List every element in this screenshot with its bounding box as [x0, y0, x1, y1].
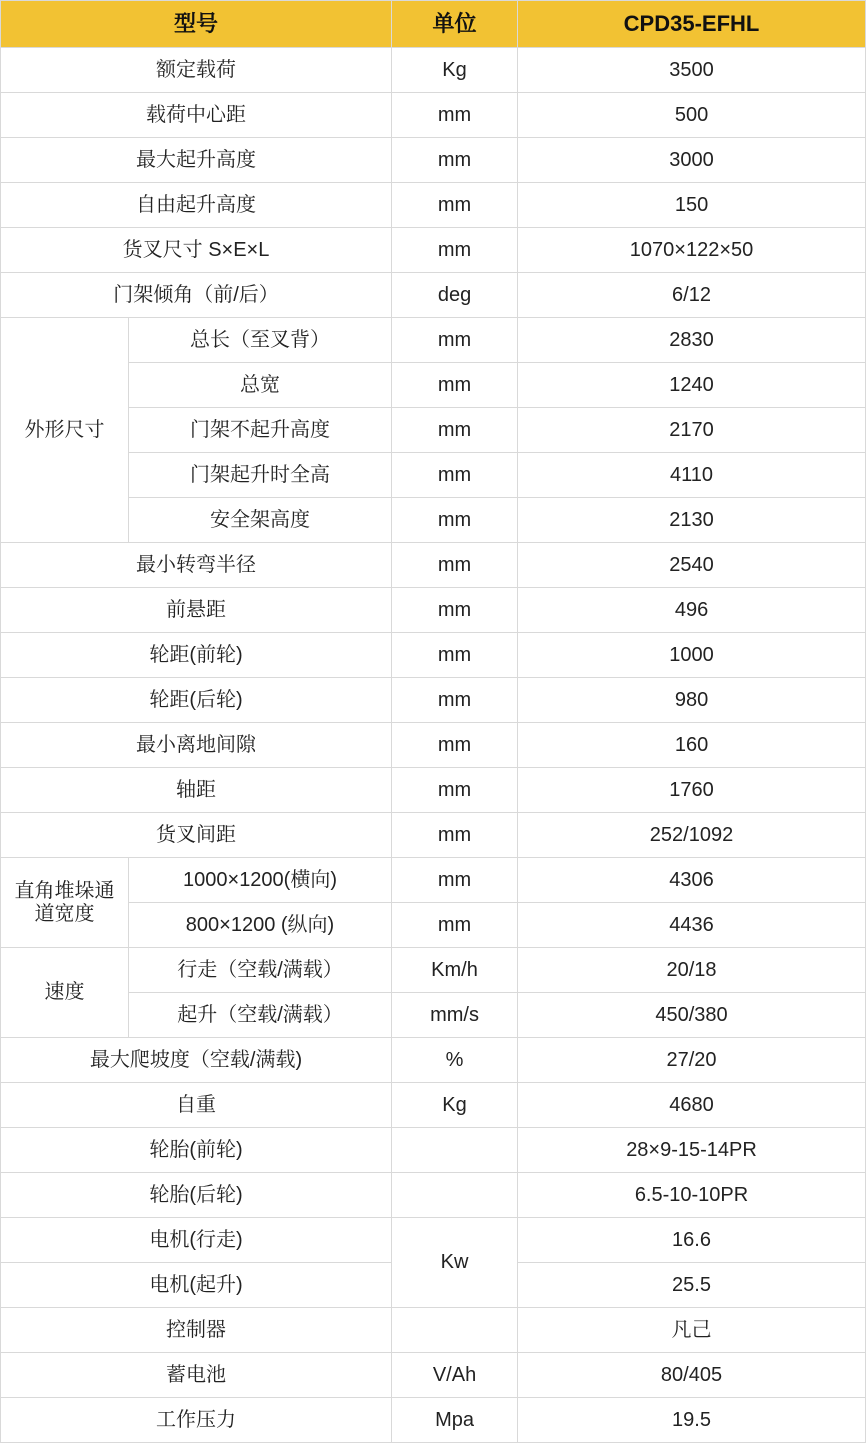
table-row — [1, 273, 866, 318]
row-label: 电机(行走) — [1, 1218, 392, 1263]
header-model-value: CPD35-EFHL — [518, 1, 866, 48]
row-value: 1070×122×50 — [518, 228, 866, 273]
table-row — [1, 318, 866, 363]
row-value: 20/18 — [518, 948, 866, 993]
group-label-speed: 速度 — [1, 948, 129, 1038]
row-label: 轮距(后轮) — [1, 678, 392, 723]
table-row — [1, 363, 866, 408]
row-unit: % — [392, 1038, 518, 1083]
row-label: 货叉间距 — [1, 813, 392, 858]
table-row — [1, 543, 866, 588]
row-unit: mm — [392, 903, 518, 948]
table-row — [1, 48, 866, 93]
row-label: 总长（至叉背） — [129, 318, 392, 363]
row-label: 门架起升时全高 — [129, 453, 392, 498]
table-header-row — [1, 1, 866, 48]
row-label: 最小离地间隙 — [1, 723, 392, 768]
row-value: 2130 — [518, 498, 866, 543]
row-unit: mm — [392, 633, 518, 678]
row-value: 6/12 — [518, 273, 866, 318]
table-row — [1, 1173, 866, 1218]
table-row — [1, 453, 866, 498]
row-value: 28×9-15-14PR — [518, 1128, 866, 1173]
row-label: 起升（空载/满载） — [129, 993, 392, 1038]
row-value: 980 — [518, 678, 866, 723]
table-row — [1, 1083, 866, 1128]
table-row — [1, 408, 866, 453]
table-row — [1, 993, 866, 1038]
table-row — [1, 1128, 866, 1173]
row-value: 3500 — [518, 48, 866, 93]
table-row — [1, 1308, 866, 1353]
row-label: 货叉尺寸 S×E×L — [1, 228, 392, 273]
row-label: 蓄电池 — [1, 1353, 392, 1398]
row-unit: mm — [392, 813, 518, 858]
table-row — [1, 858, 866, 903]
row-value: 160 — [518, 723, 866, 768]
row-unit: mm — [392, 408, 518, 453]
row-label: 1000×1200(横向) — [129, 858, 392, 903]
table-row — [1, 813, 866, 858]
row-label: 额定载荷 — [1, 48, 392, 93]
row-value: 3000 — [518, 138, 866, 183]
header-model-label: 型号 — [1, 1, 392, 48]
table-row — [1, 948, 866, 993]
row-unit: mm/s — [392, 993, 518, 1038]
row-value: 450/380 — [518, 993, 866, 1038]
row-unit: mm — [392, 588, 518, 633]
row-label: 总宽 — [129, 363, 392, 408]
row-unit: mm — [392, 858, 518, 903]
table-row — [1, 903, 866, 948]
row-value: 凡己 — [518, 1308, 866, 1353]
row-label: 工作压力 — [1, 1398, 392, 1443]
group-label-outline-dimensions: 外形尺寸 — [1, 318, 129, 543]
row-value: 4306 — [518, 858, 866, 903]
row-label: 轮胎(后轮) — [1, 1173, 392, 1218]
table-row — [1, 1398, 866, 1443]
row-value: 150 — [518, 183, 866, 228]
row-label: 安全架高度 — [129, 498, 392, 543]
row-value: 2170 — [518, 408, 866, 453]
row-value: 2540 — [518, 543, 866, 588]
row-unit — [392, 1173, 518, 1218]
table-row — [1, 678, 866, 723]
table-row — [1, 498, 866, 543]
row-value: 27/20 — [518, 1038, 866, 1083]
row-label: 800×1200 (纵向) — [129, 903, 392, 948]
row-unit: Kg — [392, 1083, 518, 1128]
row-value: 2830 — [518, 318, 866, 363]
row-unit — [392, 1308, 518, 1353]
row-label: 最大爬坡度（空载/满载) — [1, 1038, 392, 1083]
table-row — [1, 1218, 866, 1263]
group-label-aisle-width: 直角堆垛通道宽度 — [1, 858, 129, 948]
row-unit — [392, 1128, 518, 1173]
row-unit: deg — [392, 273, 518, 318]
row-label: 最小转弯半径 — [1, 543, 392, 588]
row-unit: Mpa — [392, 1398, 518, 1443]
row-value: 500 — [518, 93, 866, 138]
table-row — [1, 93, 866, 138]
row-value: 1000 — [518, 633, 866, 678]
table-row — [1, 723, 866, 768]
row-label: 轴距 — [1, 768, 392, 813]
row-unit: mm — [392, 678, 518, 723]
row-value: 16.6 — [518, 1218, 866, 1263]
row-label: 自重 — [1, 1083, 392, 1128]
table-row — [1, 1038, 866, 1083]
row-value: 19.5 — [518, 1398, 866, 1443]
row-label: 前悬距 — [1, 588, 392, 633]
row-unit: Km/h — [392, 948, 518, 993]
row-value: 1240 — [518, 363, 866, 408]
row-value: 6.5-10-10PR — [518, 1173, 866, 1218]
table-row — [1, 183, 866, 228]
row-label: 最大起升高度 — [1, 138, 392, 183]
row-value: 1760 — [518, 768, 866, 813]
row-unit: Kg — [392, 48, 518, 93]
table-row — [1, 588, 866, 633]
row-value: 80/405 — [518, 1353, 866, 1398]
row-unit: mm — [392, 228, 518, 273]
row-unit: mm — [392, 453, 518, 498]
row-value: 25.5 — [518, 1263, 866, 1308]
row-unit: mm — [392, 318, 518, 363]
row-label: 行走（空载/满载） — [129, 948, 392, 993]
row-unit: V/Ah — [392, 1353, 518, 1398]
row-value: 4680 — [518, 1083, 866, 1128]
row-label: 门架不起升高度 — [129, 408, 392, 453]
row-unit: mm — [392, 768, 518, 813]
row-label: 自由起升高度 — [1, 183, 392, 228]
row-unit: mm — [392, 363, 518, 408]
row-label: 载荷中心距 — [1, 93, 392, 138]
row-unit: mm — [392, 543, 518, 588]
row-value: 496 — [518, 588, 866, 633]
row-label: 轮胎(前轮) — [1, 1128, 392, 1173]
row-unit: mm — [392, 498, 518, 543]
header-unit-label: 单位 — [392, 1, 518, 48]
row-label: 轮距(前轮) — [1, 633, 392, 678]
row-value: 4436 — [518, 903, 866, 948]
table-row — [1, 228, 866, 273]
row-unit: mm — [392, 183, 518, 228]
table-row — [1, 633, 866, 678]
table-row — [1, 1353, 866, 1398]
row-unit: mm — [392, 93, 518, 138]
row-label: 门架倾角（前/后） — [1, 273, 392, 318]
row-unit: mm — [392, 138, 518, 183]
row-value: 4110 — [518, 453, 866, 498]
row-unit-motor: Kw — [392, 1218, 518, 1308]
table-row — [1, 768, 866, 813]
row-label: 电机(起升) — [1, 1263, 392, 1308]
table-row — [1, 138, 866, 183]
row-label: 控制器 — [1, 1308, 392, 1353]
row-unit: mm — [392, 723, 518, 768]
row-value: 252/1092 — [518, 813, 866, 858]
